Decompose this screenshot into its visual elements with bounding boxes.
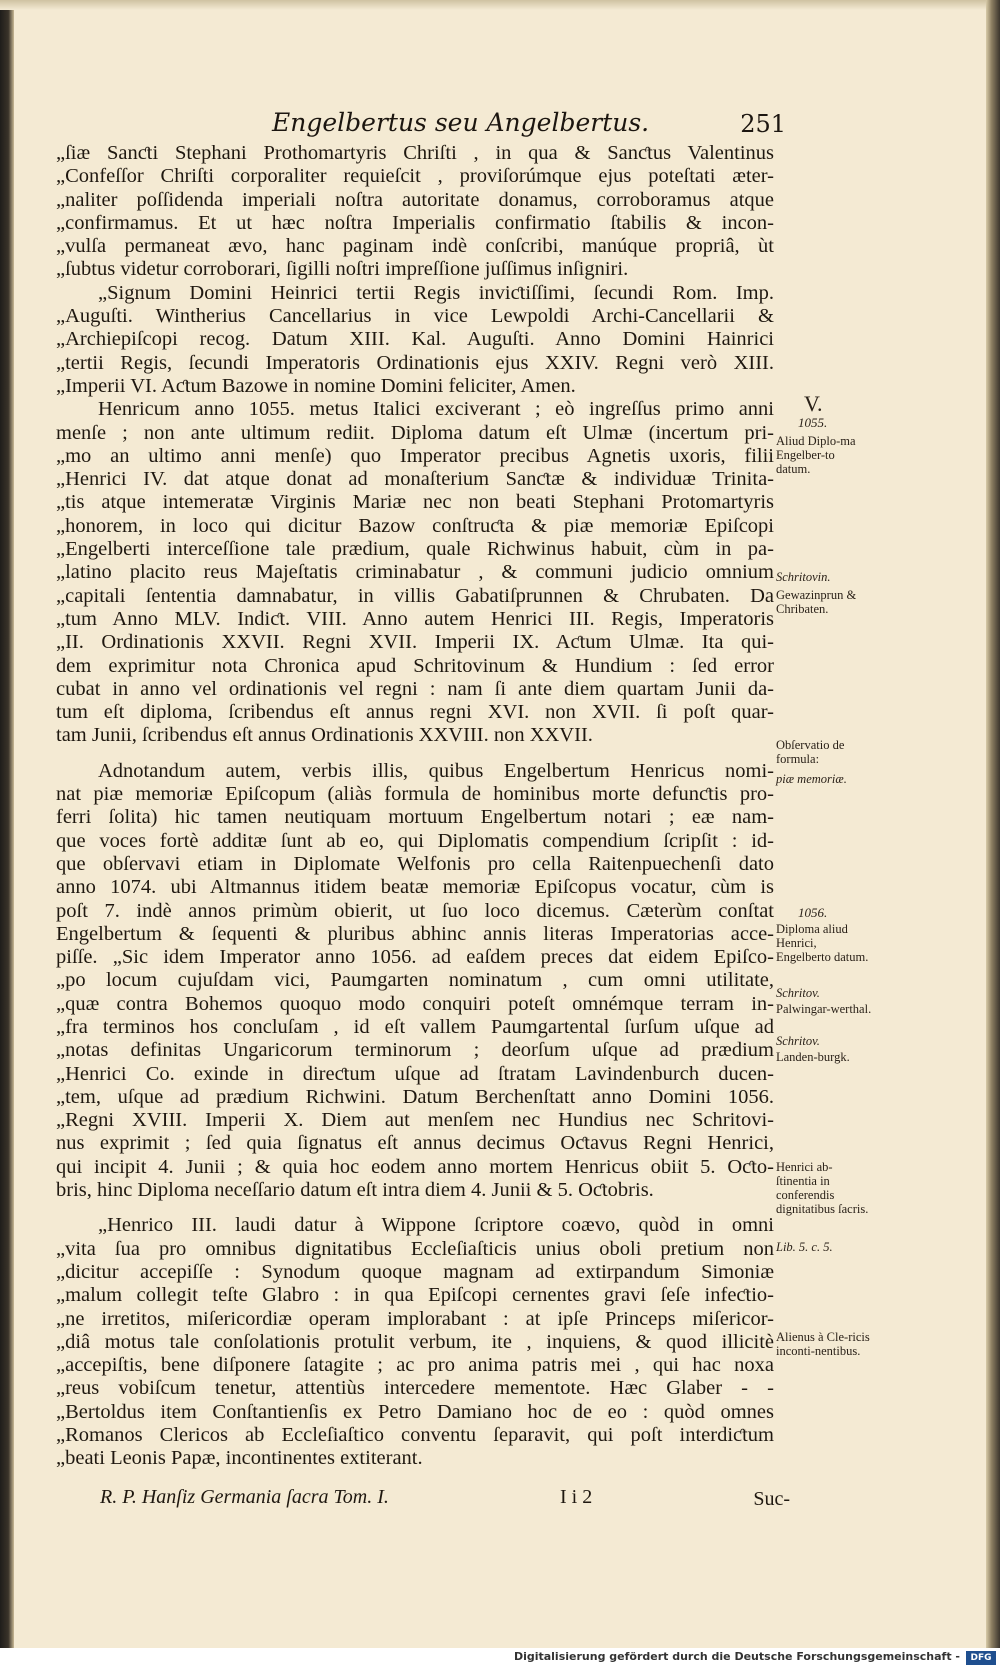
margin-note: Schritov.	[776, 986, 820, 1000]
text-line: „II. Ordinationis XXVII. Regni XVII. Imperii IX. Aƈtum Ulmæ. Ita qui-	[56, 631, 774, 654]
text-line: „ſiæ Sanƈti Stephani Prothomartyris Chriſti , in qua & Sanƈtus Valentinus	[56, 142, 774, 164]
text-line: „Confeſſor Chriſti corporaliter requieſcit , proviſorúmque ejus poteſtati æter-	[56, 165, 774, 188]
text-line: Engelbertum & ſequenti & pluribus abhinc annis literas Imperatorias acce-	[56, 922, 774, 945]
text-line: tum eſt diploma, ſcribendus eſt annus regni XVI. non XVII. ſi poſt quar-	[56, 701, 774, 724]
text-line: anno 1074. ubi Altmannus itidem beatæ memoriæ Epiſcopus vocatur, cùm is	[56, 876, 774, 899]
paragraph-gap	[56, 748, 774, 760]
text-line: nat piæ memoriæ Epiſcopum (aliàs formula de hominibus morte defunƈtis pro-	[56, 783, 774, 806]
catchword: Suc-	[753, 1488, 790, 1510]
text-line: „capitali ſententia damnabatur, in villis Gabatiſprunnen & Chrubaten. Da	[56, 584, 774, 607]
text-line: „diâ motus tale conſolationis protulit verbum, ite , inquiens, & quod illicitè	[56, 1330, 774, 1353]
margin-note: Obſervatio de formula:	[776, 738, 845, 766]
text-line: „Henrici Co. exinde in direƈtum uſque ad ſtratam Lavindenburch ducen-	[56, 1062, 774, 1085]
text-line: „Auguſti. Wintherius Cancellarius in vice Lewpoldi Archi-Cancellarii &	[56, 305, 774, 328]
text-line: nus exprimit ; ſed quia ſignatus eſt annus decimus Oƈtavus Regni Henrici,	[56, 1132, 774, 1155]
page-footer	[60, 1486, 790, 1514]
margin-note: Aliud Diplo-ma Engelber-to datum.	[776, 434, 856, 476]
text-line: „notas definitas Ungaricorum terminorum ; deorſum uſque ad prædium	[56, 1039, 774, 1062]
text-line: „mo an ultimo anni menſe) quo Imperator precibus Agnetis uxoris, filii	[56, 444, 774, 467]
text-line: „malum collegit teſte Glabro : in qua Epiſcopi cernentes gravi ſeſe infeƈtio-	[56, 1284, 774, 1307]
margin-note: Landen-burgk.	[776, 1050, 850, 1064]
margin-note: Diploma aliud Henrici, Engelberto datum.	[776, 922, 869, 964]
text-line: „Romanos Clericos ab Eccleſiaſtico conventu ſeparavit, qui poſt interdiƈtum	[56, 1424, 774, 1447]
text-line: „ne irretitos, miſericordiæ operam implorabant : at ipſe Princeps miſericor-	[56, 1307, 774, 1330]
dfg-logo: DFG	[966, 1651, 996, 1665]
text-line: „Regni XVIII. Imperii X. Diem aut menſem nec Hundius nec Schritovi-	[56, 1109, 774, 1132]
text-line: „quæ contra Bohemos quoquo modo conquiri poteſt omnémque terram in-	[56, 992, 774, 1015]
text-line: „tertii Regis, ſecundi Imperatoris Ordinationis ejus XXIV. Regni verò XIII.	[56, 351, 774, 374]
text-line: „Henrico III. laudi datur à Wippone ſcriptore coævo, quòd in omni	[98, 1214, 774, 1237]
text-line: „Signum Domini Heinrici tertii Regis inviƈtiſſimi, ſecundi Rom. Imp.	[98, 281, 774, 304]
margin-note: Schritovin.	[776, 570, 831, 584]
digitization-credit: Digitalisierung gefördert durch die Deutsche Forschungsgemeinschaft -	[513, 1650, 960, 1663]
page-top-edge	[0, 0, 1000, 10]
text-line: „honorem, in loco qui dicitur Bazow conſtruƈta & piæ memoriæ Epiſcopi	[56, 514, 774, 537]
text-line: „fra terminos hos concluſam , id eſt vallem Paumgartental ſurſum uſque ad	[56, 1015, 774, 1038]
page-right-edge	[986, 0, 1000, 1648]
text-line: cubat in anno vel ordinationis vel regni : nam ſi ante diem quartam Junii da-	[56, 677, 774, 700]
text-line: „beati Leonis Papæ, incontinentes extiterant.	[56, 1447, 423, 1470]
margin-note: Lib. 5. c. 5.	[776, 1240, 833, 1254]
margin-note: V.	[804, 391, 823, 416]
margin-note: 1056.	[798, 905, 828, 920]
text-line: qui incipit 4. Junii ; & quia hoc eodem anno mortem Henricus obiit 5. Oƈto-	[56, 1155, 774, 1178]
text-line: dem exprimitur nota Chronica apud Schritovinum & Hundium : ſed error	[56, 654, 774, 677]
text-line: „Bertoldus item Conſtantienſis ex Petro Damiano hoc de eo : quòd omnes	[56, 1400, 774, 1423]
paragraph-gap	[56, 1202, 774, 1214]
text-line: ferri ſolita) hic tamen neutiquam mortuum Engelbertum notari ; eæ nam-	[56, 806, 774, 829]
text-line: tam Junii, ſcribendus eſt annus Ordinationis XXVIII. non XXVII.	[56, 724, 593, 747]
text-line: „Archiepiſcopi recog. Datum XIII. Kal. Auguſti. Anno Domini Hainrici	[56, 328, 774, 351]
text-line: bris, hinc Diploma neceſſario datum eſt intra diem 4. Junii & 5. Oƈtobris.	[56, 1179, 654, 1202]
book-binding	[0, 0, 14, 1648]
margin-note: Henrici ab-ſtinentia in conferendis dignitatibus ſacris.	[776, 1160, 869, 1216]
text-line: „ſubtus videtur corroborari, ſigilli noſtri impreſſione juſſimus inſigniri.	[56, 258, 629, 281]
text-line: „dicitur accepiſſe : Synodum quoque magnam ad extirpandum Simoniæ	[56, 1260, 774, 1283]
margin-note: 1055.	[798, 415, 828, 430]
text-line: „Engelberti interceſſione tale prædium, quale Richwinus habuit, cùm in pa-	[56, 538, 774, 561]
footer-citation: R. P. Hanſiz Germania ſacra Tom. I.	[100, 1486, 389, 1508]
text-line: piſſe. „Sic idem Imperator anno 1056. ad eaſdem preces dat eidem Epiſco-	[56, 946, 774, 969]
text-line: „naliter poſſidenda imperiali noſtra autoritate donamus, corroboramus atque	[56, 188, 774, 211]
text-line: Henricum anno 1055. metus Italici exciverant ; eò ingreſſus primo anni	[98, 398, 774, 421]
text-line: „tem, uſque ad prædium Richwini. Datum Berchenſtatt anno Domini 1056.	[56, 1085, 774, 1108]
margin-note: piæ memoriæ.	[776, 772, 847, 786]
digitization-bar	[0, 1648, 1000, 1668]
text-line: „confirmamus. Et ut hæc noſtra Imperialis confirmatio ſtabilis & incon-	[56, 211, 774, 234]
text-line: poſt 7. indè annos primùm obierit, ut ſuo loco dicemus. Cæterùm conſtat	[56, 899, 774, 922]
main-text	[56, 142, 774, 1471]
text-line: „accepiſtis, bene diſponere ſatagite ; ac pro anima patris mei , qui hac noxa	[56, 1354, 774, 1377]
margin-note: Schritov.	[776, 1034, 820, 1048]
text-line: Adnotandum autem, verbis illis, quibus Engelbertum Henricus nomi-	[98, 759, 774, 782]
text-line: que obſervavi etiam in Diplomate Welfonis pro cella Raitenpuechenſi dato	[56, 852, 774, 875]
text-line: „Imperii VI. Aƈtum Bazowe in nomine Domini feliciter, Amen.	[56, 374, 576, 397]
text-line: „reus vobiſcum tenetur, attentiùs intercedere mementote. Hæc Glaber - -	[56, 1377, 774, 1400]
text-line: „vulſa permaneat ævo, hanc paginam indè conſcribi, manúque propriâ, ùt	[56, 235, 774, 258]
text-line: „tis atque intemeratæ Virginis Mariæ nec non beati Stephani Protomartyris	[56, 491, 774, 514]
page-number: 251	[740, 110, 786, 138]
page-header	[60, 108, 786, 138]
text-line: „Henrici IV. dat atque donat ad monaſterium Sanƈtæ & individuæ Trinita-	[56, 468, 774, 491]
text-line: que voces fortè additæ ſunt ab eo, qui Diplomatis compendium ſcripſit : id-	[56, 829, 774, 852]
margin-note: Gewazinprun & Chribaten.	[776, 588, 857, 616]
signature-mark: I i 2	[560, 1486, 593, 1508]
text-line: menſe ; non ante ultimum rediit. Diploma datum eſt Ulmæ (incertum pri-	[56, 421, 774, 444]
text-line: „latino placito reus Majeſtatis criminabatur , & communi judicio omnium	[56, 561, 774, 584]
text-line: „vita ſua pro omnibus dignitatibus Eccleſiaſticis unius oboli pretium non	[56, 1237, 774, 1260]
margin-note: Alienus à Cle-ricis inconti-nentibus.	[776, 1330, 870, 1358]
margin-note: Palwingar-werthal.	[776, 1002, 872, 1016]
text-line: „po locum cujuſdam vici, Paumgarten nominatum , cum omni utilitate,	[56, 969, 774, 992]
running-title: Engelbertus seu Angelbertus.	[272, 108, 650, 137]
text-line: „tum Anno MLV. Indiƈt. VIII. Anno autem Henrici III. Regis, Imperatoris	[56, 607, 774, 630]
